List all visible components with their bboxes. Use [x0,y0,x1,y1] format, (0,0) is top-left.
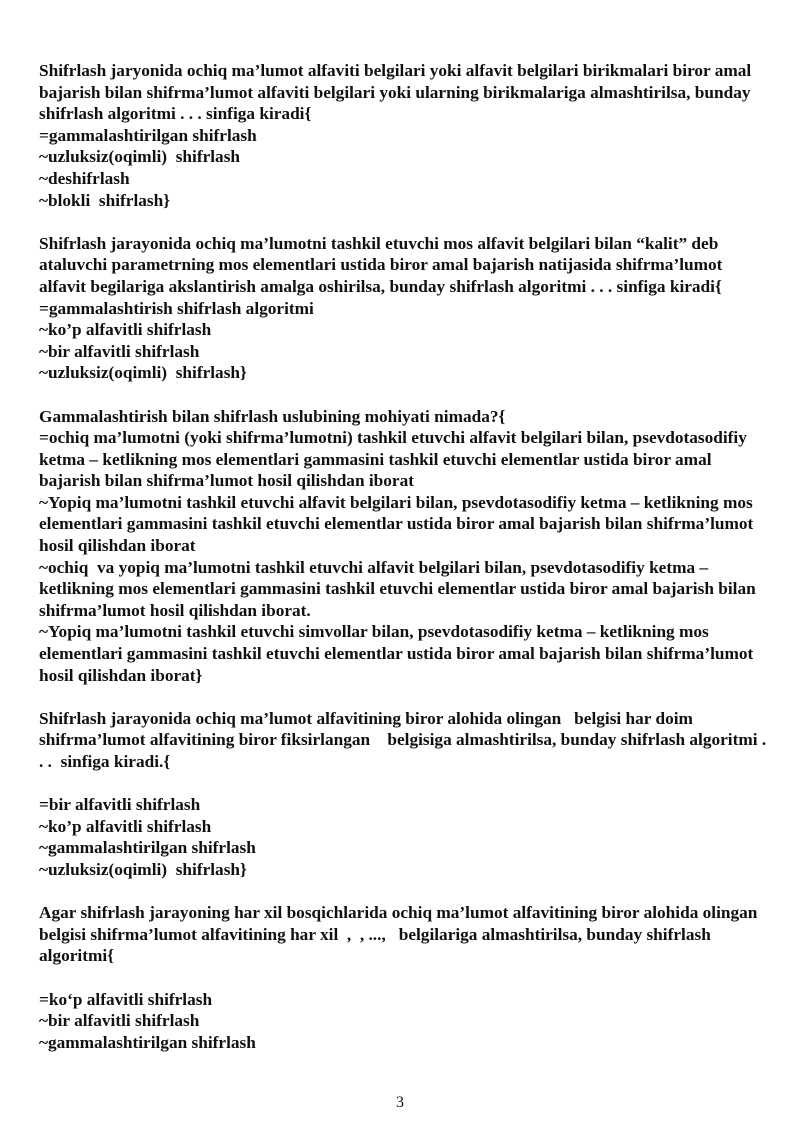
question-text: Shifrlash jarayonida ochiq ma’lumotni tashkil etuvchi mos alfavit belgilari bilan “kalit” deb ataluvchi parametrning mos elementlari ustida biror amal bajarish natijasida shifrma’lumot alfavit begilariga akslantirish amalga oshirilsa, bunday shifrlash algoritmi . . . sinfiga kiradi{ [39,233,727,296]
answer-option: ~Yopiq ma’lumotni tashkil etuvchi simvollar bilan, psevdotasodifiy ketma – ketlikning mos elementlari gammasini tashkil etuvchi elementlar ustida biror amal bajarish bilan shifrma’lumot hosil qilishdan iborat} [39,622,758,685]
page-number: 3 [396,1094,404,1111]
answer-option: ~ochiq va yopiq ma’lumotni tashkil etuvchi alfavit belgilari bilan, psevdotasodifiy ketma – ketlikning mos elementlari gammasini tashkil etuvchi elementlar ustida biror amal bajarish bilan shifrma’lumot hosil qilishdan iborat. [39,557,761,620]
answer-option: =ko‘p alfavitli shifrlash [39,989,213,1009]
answer-option: ~bir alfavitli shifrlash [39,341,200,361]
question-block [39,406,769,687]
answer-option: ~gammalashtirilgan shifrlash [39,838,256,858]
answer-option: ~gammalashtirilgan shifrlash [39,1032,256,1052]
question-text: Agar shifrlash jarayoning har xil bosqichlarida ochiq ma’lumot alfavitining biror alohida olingan belgisi shifrma’lumot alfavitining har xil , , ..., belgilariga almashtirilsa, bunday shifrlash algoritmi{ [39,903,771,966]
answer-option: =ochiq ma’lumotni (yoki shifrma’lumotni) tashkil etuvchi alfavit belgilari bilan, psevdotasodifiy ketma – ketlikning mos elementlari gammasini tashkil etuvchi elementlar ustida biror amal bajarish bilan shifrma’lumot hosil qilishdan iborat [39,428,752,491]
answer-option: ~ko’p alfavitli shifrlash [39,816,212,836]
answer-option: ~deshifrlash [39,168,130,188]
answer-option: =gammalashtirish shifrlash algoritmi [39,298,314,318]
answer-option: ~ko’p alfavitli shifrlash [39,320,212,340]
answer-option: ~uzluksiz(oqimli) shifrlash [39,147,241,167]
question-text: Shifrlash jaryonida ochiq ma’lumot alfaviti belgilari yoki alfavit belgilari birikmalari biror amal bajarish bilan shifrma’lumot alfaviti belgilari yoki ularning birikmalariga almashtirilsa, bunday shifrlash algoritmi . . . sinfiga kiradi{ [39,61,756,124]
blank-line [39,967,769,989]
answer-option: =gammalashtirilgan shifrlash [39,125,257,145]
answer-option: ~uzluksiz(oqimli) shifrlash} [39,363,247,383]
question-block [39,902,769,1053]
answer-option: ~Yopiq ma’lumotni tashkil etuvchi alfavit belgilari bilan, psevdotasodifiy ketma – ketlikning mos elementlari gammasini tashkil etuvchi elementlar ustida biror amal bajarish bilan shifrma’lumot hosil qilishdan iborat [39,492,758,556]
question-block [39,60,769,211]
document-page [39,60,769,1075]
blank-line [39,773,769,795]
answer-option: ~bir alfavitli shifrlash [39,1011,200,1031]
answer-option: =bir alfavitli shifrlash [39,795,201,815]
question-block [39,233,769,384]
answer-option: ~blokli shifrlash} [39,190,171,210]
question-text: Gammalashtirish bilan shifrlash uslubining mohiyati nimada?{ [39,406,506,426]
answer-option: ~uzluksiz(oqimli) shifrlash} [39,859,247,879]
question-block [39,708,769,881]
question-text: Shifrlash jarayonida ochiq ma’lumot alfavitining biror alohida olingan belgisi har doim shifrma’lumot alfavitining biror fiksirlangan belgisiga almashtirilsa, bunday shifrlash algoritmi . . . sinfiga kiradi.{ [39,708,771,771]
